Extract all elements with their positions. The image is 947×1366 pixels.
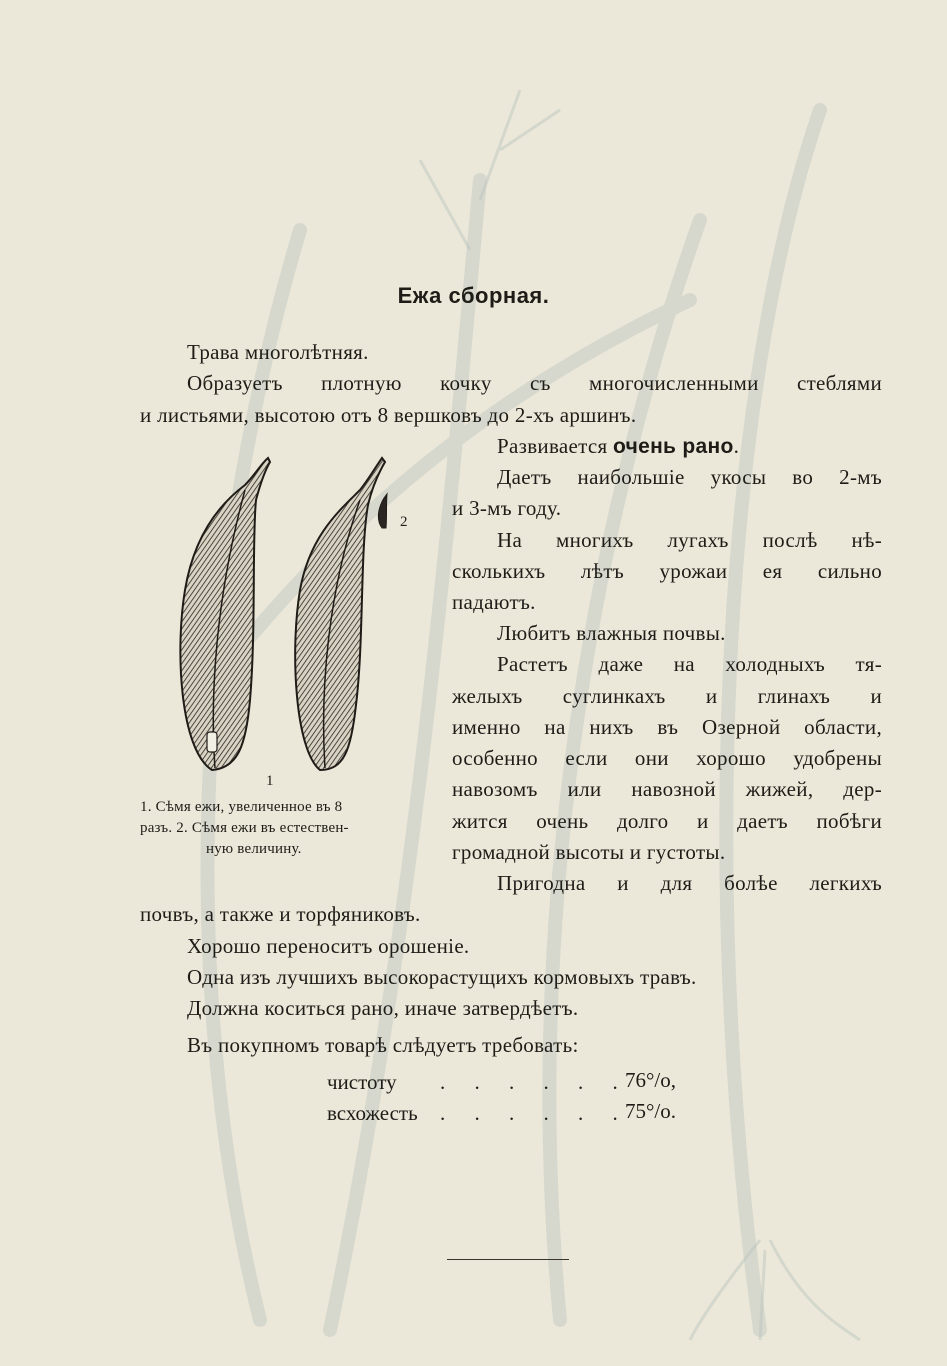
text-line: громадной высоты и густоты. <box>452 840 726 864</box>
requirement-value: 76°/o, <box>625 1068 676 1092</box>
text-line: и листьями, высотою отъ 8 вершковъ до 2-хъ аршинъ. <box>140 403 637 427</box>
seed-natural-size-icon <box>378 494 387 528</box>
seed-illustration <box>160 450 430 780</box>
text-line <box>497 434 739 459</box>
requirement-label: чистоту <box>327 1070 397 1094</box>
requirement-label: всхожесть <box>327 1101 418 1125</box>
text-line: и 3-мъ году. <box>452 496 562 520</box>
text-line: желыхъ суглинкахъ и глинахъ и <box>452 684 882 708</box>
seed-2-icon <box>295 458 385 770</box>
emphasis-text: очень рано <box>613 435 734 458</box>
text-line: Растетъ даже на холодныхъ тя- <box>497 652 882 676</box>
closing-rule <box>447 1259 569 1260</box>
requirement-dots: . . . . . . <box>440 1101 630 1125</box>
text-line: навозомъ или навозной жижей, дер- <box>452 777 882 801</box>
seed-1-icon <box>180 458 270 770</box>
text-line: Въ покупномъ товарѣ слѣдуетъ требовать: <box>187 1033 579 1057</box>
figure-label-1: 1 <box>266 773 274 789</box>
text-line: Даетъ наибольшіе укосы во 2-мъ <box>497 465 882 489</box>
text-line: Хорошо переноситъ орошеніе. <box>187 934 470 958</box>
text-line: почвъ, а также и торфяниковъ. <box>140 902 421 926</box>
figure-label-2: 2 <box>400 514 408 530</box>
requirement-dots: . . . . . . <box>440 1070 630 1094</box>
text-line: На многихъ лугахъ послѣ нѣ- <box>497 528 882 552</box>
figure-caption-line: ную величину. <box>206 841 302 857</box>
text-line: именно на нихъ въ Озерной области, <box>452 715 882 739</box>
text-line: особенно если они хорошо удобрены <box>452 746 882 770</box>
text-line: Должна коситься рано, иначе затвердѣетъ. <box>187 996 579 1020</box>
figure-caption-line: 1. Сѣмя ежи, увеличенное въ 8 <box>140 799 343 815</box>
text-line: жится очень долго и даетъ побѣги <box>452 809 882 833</box>
text-line: Трава многолѣтняя. <box>187 340 369 364</box>
figure-caption-line: разъ. 2. Сѣмя ежи въ естествен- <box>140 820 349 836</box>
text-line: Образуетъ плотную кочку съ многочисленными стеблями <box>187 371 882 395</box>
text-line: падаютъ. <box>452 590 536 614</box>
text-fragment: Развивается <box>497 434 613 458</box>
page-title: Ежа сборная. <box>397 283 550 308</box>
text-line: сколькихъ лѣтъ урожаи ея сильно <box>452 559 882 583</box>
text-line: Пригодна и для болѣе легкихъ <box>497 871 882 895</box>
text-fragment: . <box>733 434 740 458</box>
requirement-value: 75°/o. <box>625 1099 676 1123</box>
text-line: Одна изъ лучшихъ высокорастущихъ кормовыхъ травъ. <box>187 965 697 989</box>
text-line: Любитъ влажныя почвы. <box>497 621 726 645</box>
